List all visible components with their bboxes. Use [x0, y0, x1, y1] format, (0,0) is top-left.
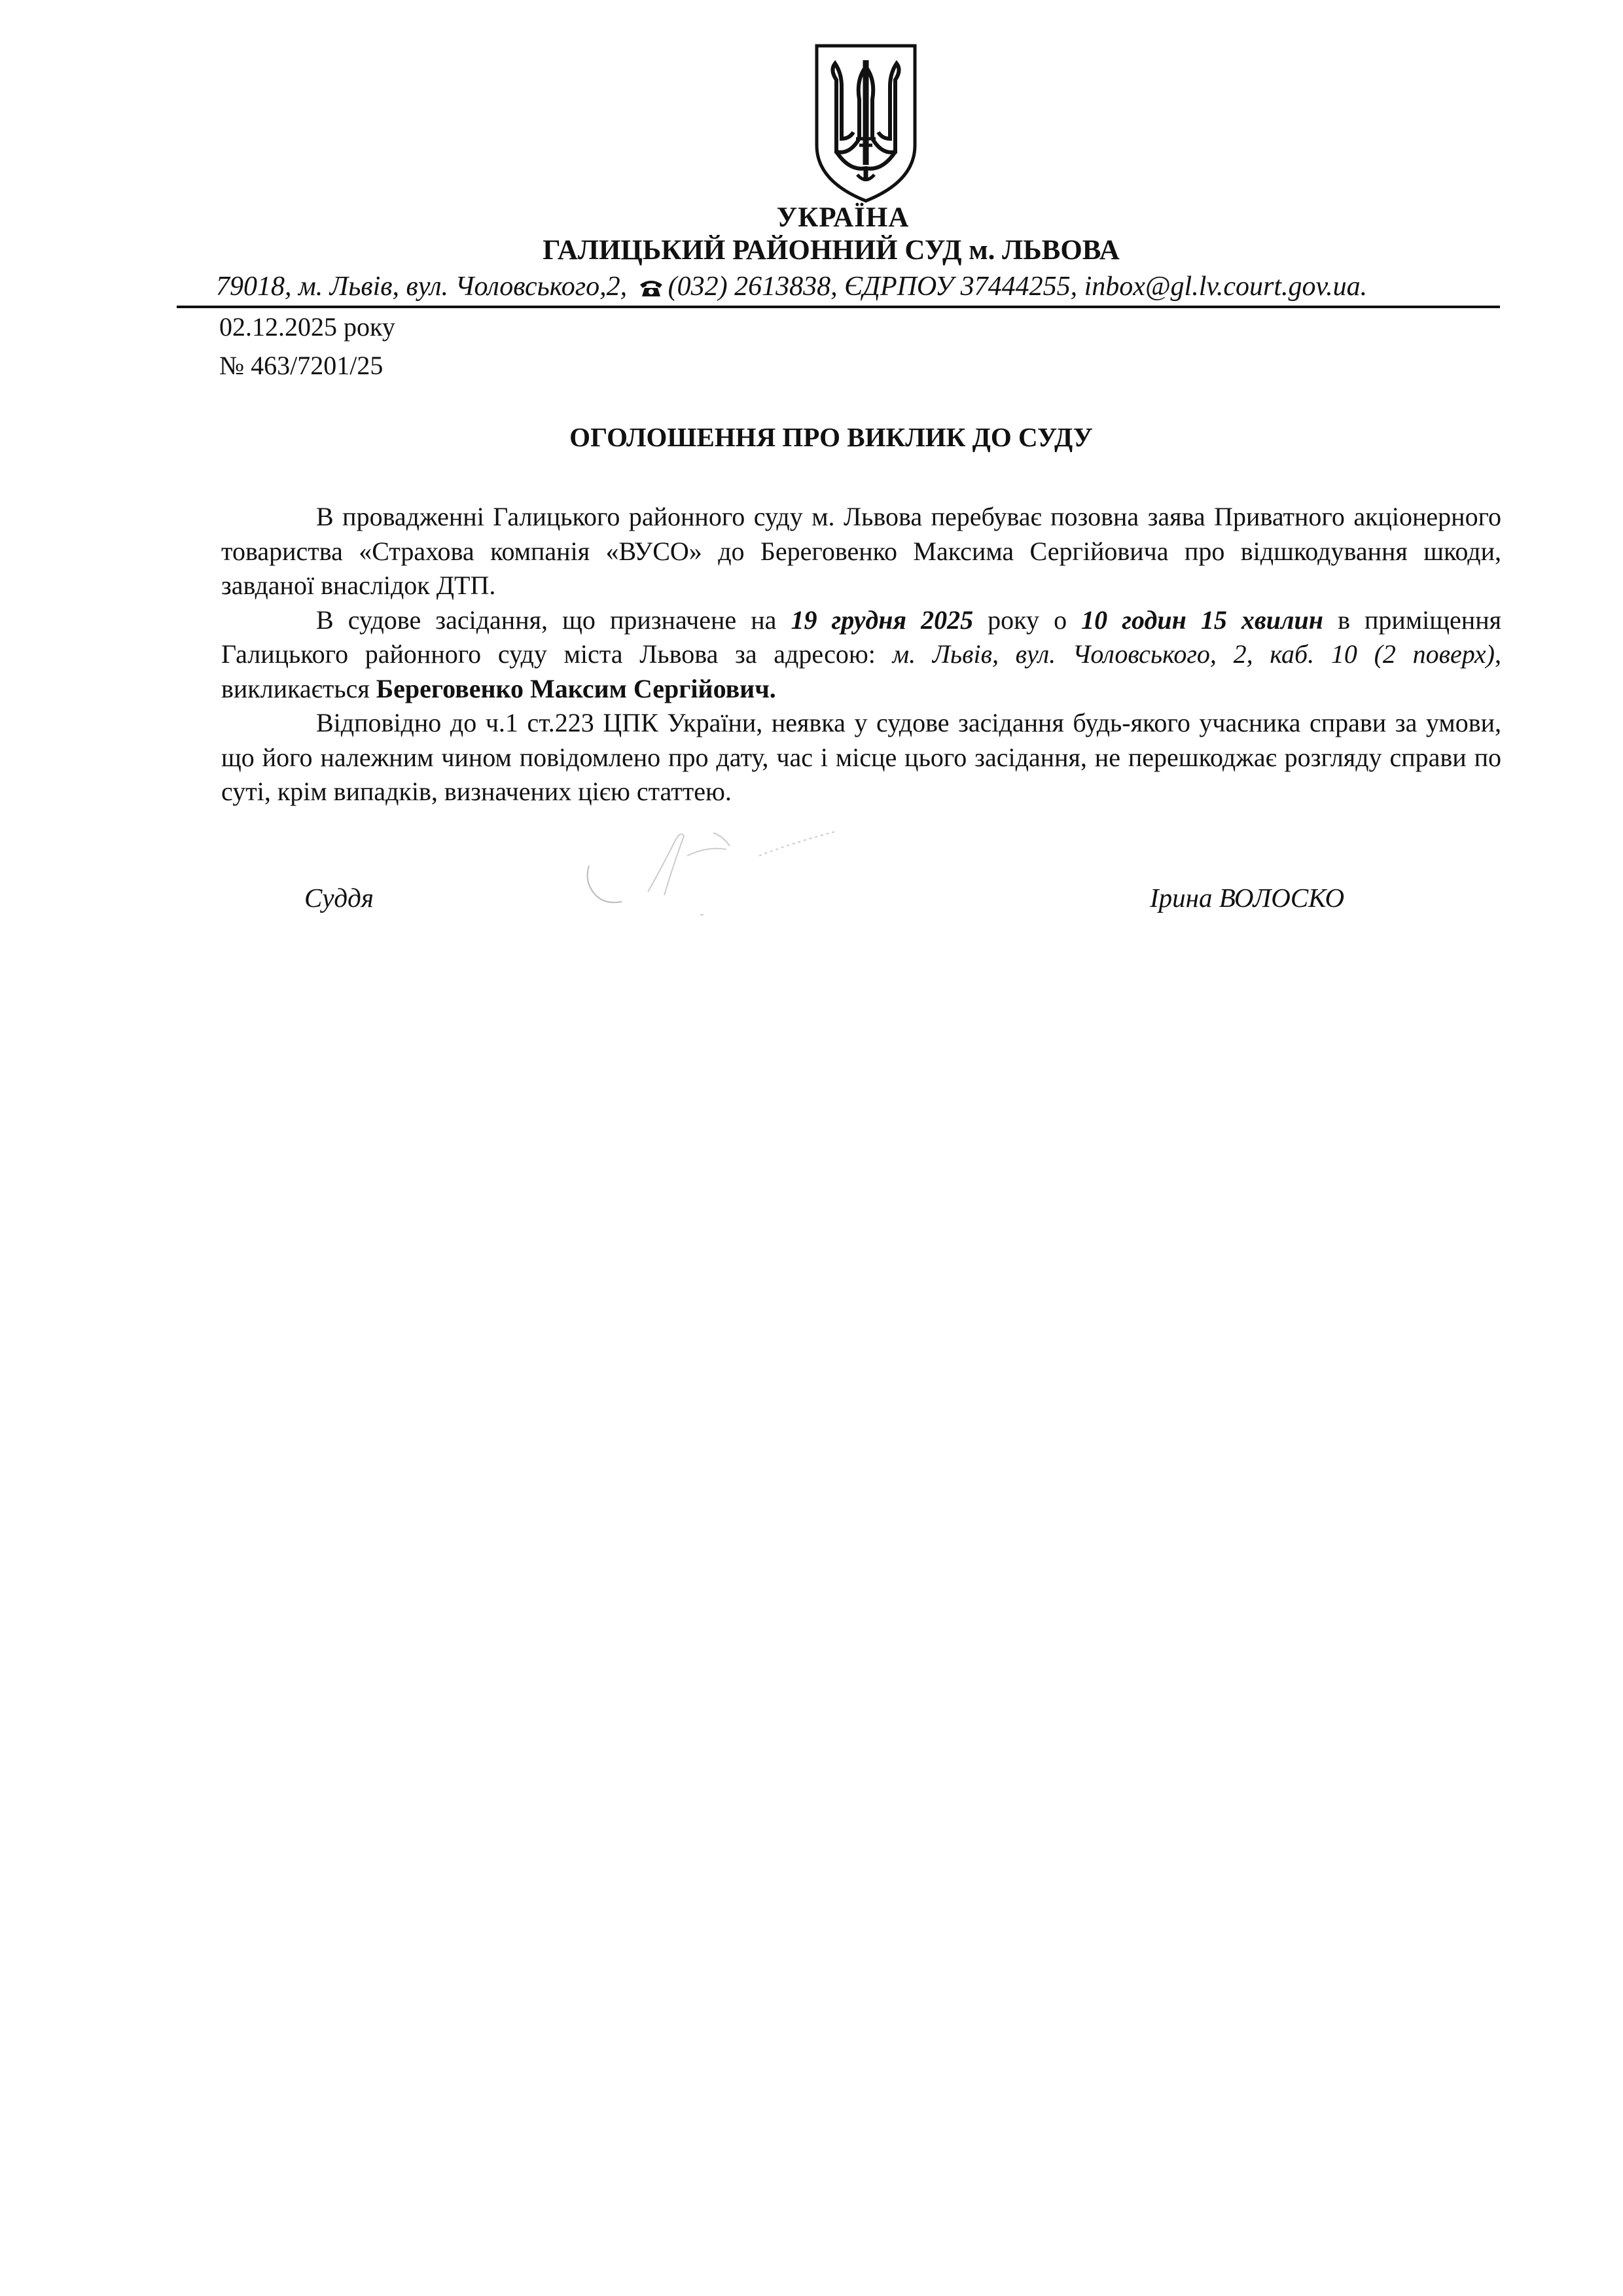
phone-icon — [638, 278, 664, 298]
hearing-text-d: , викликається — [221, 639, 1501, 703]
signature-role: Суддя — [304, 883, 374, 913]
hearing-address: м. Львів, вул. Чоловського, 2, каб. 10 (2 поверх) — [892, 639, 1495, 669]
paragraph-hearing — [221, 603, 1501, 707]
paragraph-legal-note: Відповідно до ч.1 ст.223 ЦПК України, неявка у судове засідання будь-якого учасника справи за умови, що його належним чином повідомлено про дату, час і місце цього засідання, не перешкоджає розгляду справи по суті, крім випадків, визначених цією статтею. — [221, 708, 1501, 806]
hearing-time: 10 годин 15 хвилин — [1081, 605, 1323, 635]
case-number: № 463/7201/25 — [219, 351, 383, 380]
hearing-date: 19 грудня 2025 — [791, 605, 974, 635]
document-title: ОГОЛОШЕННЯ ПРО ВИКЛИК ДО СУДУ — [569, 422, 1093, 452]
hearing-text-b: року о — [973, 605, 1082, 635]
handwritten-signature — [576, 817, 916, 928]
court-address-line — [216, 271, 1492, 302]
summoned-person: Береговенко Максим Сергійович. — [376, 673, 776, 703]
paragraph-claim: В провадженні Галицького районного суду м. Львова перебуває позовна заява Приватного акціонерного товариства «Страхова компанія «ВУСО» до Береговенко Максима Сергійовича про відшкодування шкоди, завданої внаслідок ДТП. — [221, 502, 1501, 600]
document-date: 02.12.2025 року — [219, 312, 395, 342]
document-body — [221, 500, 1501, 809]
country-title: УКРАЇНА — [776, 202, 910, 233]
hearing-text-c: в приміщення Галицького районного суду міста Львова за адресою: — [221, 605, 1502, 669]
coat-of-arms-icon — [810, 41, 921, 204]
court-name: ГАЛИЦЬКИЙ РАЙОННИЙ СУД м. ЛЬВОВА — [543, 235, 1120, 266]
hearing-text-a: В судове засідання, що призначене на — [316, 605, 791, 635]
signature-name: Ірина ВОЛОСКО — [1150, 883, 1345, 913]
header-divider — [177, 306, 1500, 308]
court-email: inbox@gl.lv.court.gov.ua. — [1084, 272, 1368, 302]
court-address: 79018, м. Львів, вул. Чоловського,2, — [216, 272, 628, 302]
court-phone: (032) 2613838, — [668, 272, 838, 302]
court-edrpou: ЄДРПОУ 37444255, — [844, 272, 1078, 302]
